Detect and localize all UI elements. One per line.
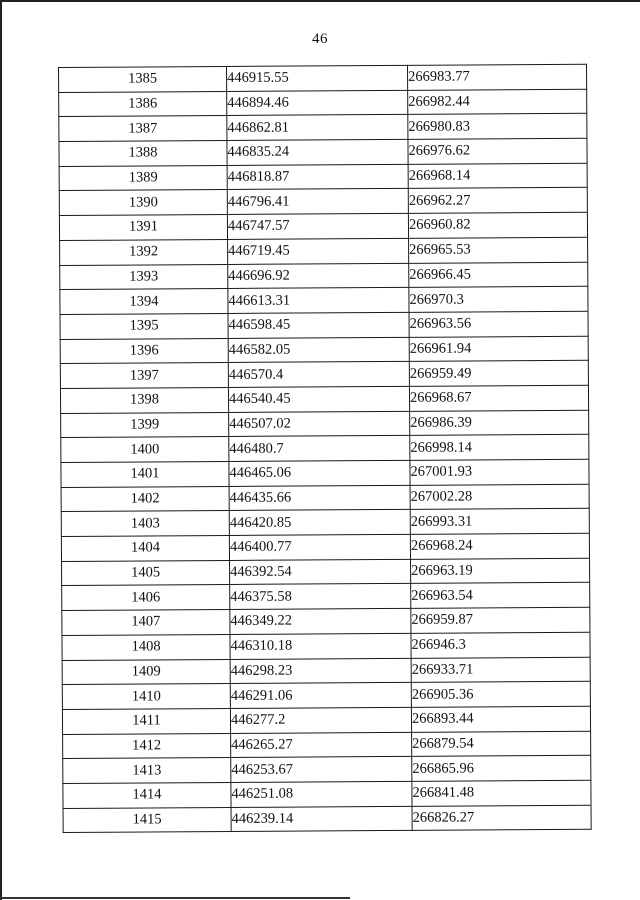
y-coordinate-cell: 266965.53 [409, 237, 588, 263]
x-coordinate-cell: 446613.31 [228, 288, 409, 314]
table-row [62, 583, 590, 611]
point-number-cell: 1404 [61, 536, 229, 562]
table-row [60, 336, 588, 364]
page-number: 46 [312, 31, 328, 47]
table-row [60, 286, 588, 314]
x-coordinate-cell: 446719.45 [228, 238, 409, 264]
point-number-cell: 1414 [63, 782, 231, 808]
x-coordinate-cell: 446310.18 [230, 633, 411, 659]
point-number-cell: 1408 [62, 634, 230, 660]
y-coordinate-cell: 266959.87 [411, 607, 590, 633]
y-coordinate-cell: 266963.19 [411, 558, 590, 584]
table-row [60, 385, 588, 413]
page-border-top [0, 0, 640, 2]
y-coordinate-cell: 266968.67 [409, 385, 588, 411]
point-number-cell: 1395 [60, 313, 228, 339]
table-row [60, 262, 588, 290]
table-row [59, 138, 587, 166]
y-coordinate-cell: 266986.39 [410, 410, 589, 436]
table-row [59, 212, 587, 240]
y-coordinate-cell: 266841.48 [412, 780, 591, 806]
y-coordinate-cell: 266959.49 [409, 361, 588, 387]
table-row [60, 361, 588, 389]
point-number-cell: 1415 [63, 807, 231, 833]
table-row [62, 706, 590, 734]
table-row [62, 632, 590, 660]
table-row [59, 89, 587, 117]
point-number-cell: 1410 [62, 684, 230, 710]
table-row [61, 509, 589, 537]
x-coordinate-cell: 446894.46 [227, 90, 408, 116]
x-coordinate-cell: 446570.4 [228, 362, 409, 388]
x-coordinate-cell: 446420.85 [229, 510, 410, 536]
point-number-cell: 1390 [59, 190, 227, 216]
x-coordinate-cell: 446251.08 [231, 781, 412, 807]
point-number-cell: 1413 [63, 758, 231, 784]
table-row [62, 681, 590, 709]
x-coordinate-cell: 446540.45 [228, 386, 409, 412]
point-number-cell: 1407 [62, 610, 230, 636]
table-row [63, 805, 591, 833]
y-coordinate-cell: 266865.96 [412, 756, 591, 782]
y-coordinate-cell: 266968.14 [408, 163, 587, 189]
y-coordinate-cell: 266998.14 [410, 435, 589, 461]
x-coordinate-cell: 446915.55 [226, 65, 407, 91]
x-coordinate-cell: 446349.22 [230, 608, 411, 634]
y-coordinate-cell: 266962.27 [408, 188, 587, 214]
y-coordinate-cell: 267001.93 [410, 459, 589, 485]
x-coordinate-cell: 446400.77 [229, 534, 410, 560]
point-number-cell: 1394 [60, 289, 228, 315]
point-number-cell: 1391 [59, 215, 227, 241]
x-coordinate-cell: 446747.57 [227, 213, 408, 239]
point-number-cell: 1388 [59, 141, 227, 167]
x-coordinate-cell: 446298.23 [230, 658, 411, 684]
table-row [61, 533, 589, 561]
x-coordinate-cell: 446818.87 [227, 164, 408, 190]
y-coordinate-cell: 266961.94 [409, 336, 588, 362]
table-row [59, 64, 587, 92]
y-coordinate-cell: 266976.62 [408, 138, 587, 164]
x-coordinate-cell: 446480.7 [229, 436, 410, 462]
point-number-cell: 1397 [60, 363, 228, 389]
y-coordinate-cell: 266960.82 [408, 212, 587, 238]
x-coordinate-cell: 446435.66 [229, 485, 410, 511]
table-row [59, 114, 587, 142]
y-coordinate-cell: 266946.3 [411, 632, 590, 658]
point-number-cell: 1400 [61, 437, 229, 463]
table-row [62, 657, 590, 685]
coordinates-table-body [59, 64, 592, 833]
y-coordinate-cell: 266933.71 [411, 657, 590, 683]
table-row [61, 484, 589, 512]
table-row [60, 311, 588, 339]
point-number-cell: 1399 [61, 412, 229, 438]
point-number-cell: 1393 [60, 264, 228, 290]
table-row [62, 558, 590, 586]
table-row [62, 607, 590, 635]
point-number-cell: 1396 [60, 338, 228, 364]
y-coordinate-cell: 266993.31 [410, 509, 589, 535]
y-coordinate-cell: 266963.56 [409, 311, 588, 337]
point-number-cell: 1398 [60, 387, 228, 413]
y-coordinate-cell: 266905.36 [411, 681, 590, 707]
x-coordinate-cell: 446862.81 [227, 115, 408, 141]
point-number-cell: 1385 [59, 66, 227, 92]
point-number-cell: 1387 [59, 116, 227, 142]
y-coordinate-cell: 266970.3 [409, 286, 588, 312]
point-number-cell: 1386 [59, 91, 227, 117]
table-row [61, 459, 589, 487]
x-coordinate-cell: 446239.14 [231, 806, 412, 832]
x-coordinate-cell: 446392.54 [230, 559, 411, 585]
x-coordinate-cell: 446507.02 [229, 411, 410, 437]
page-border-bottom [0, 897, 350, 899]
table-row [63, 780, 591, 808]
y-coordinate-cell: 266982.44 [408, 89, 587, 115]
y-coordinate-cell: 266893.44 [411, 706, 590, 732]
x-coordinate-cell: 446375.58 [230, 584, 411, 610]
x-coordinate-cell: 446465.06 [229, 460, 410, 486]
table-row [63, 756, 591, 784]
y-coordinate-cell: 266968.24 [410, 533, 589, 559]
point-number-cell: 1409 [62, 659, 230, 685]
point-number-cell: 1401 [61, 461, 229, 487]
table-row [59, 188, 587, 216]
x-coordinate-cell: 446291.06 [230, 683, 411, 709]
point-number-cell: 1411 [62, 708, 230, 734]
x-coordinate-cell: 446598.45 [228, 312, 409, 338]
point-number-cell: 1405 [62, 560, 230, 586]
x-coordinate-cell: 446277.2 [230, 707, 411, 733]
table-row [61, 435, 589, 463]
point-number-cell: 1412 [63, 733, 231, 759]
table-row [63, 731, 591, 759]
y-coordinate-cell: 266879.54 [412, 731, 591, 757]
y-coordinate-cell: 266826.27 [412, 805, 591, 831]
x-coordinate-cell: 446835.24 [227, 139, 408, 165]
y-coordinate-cell: 267002.28 [410, 484, 589, 510]
table-row [60, 237, 588, 265]
x-coordinate-cell: 446265.27 [231, 732, 412, 758]
coordinates-table [58, 64, 592, 834]
x-coordinate-cell: 446796.41 [227, 189, 408, 215]
y-coordinate-cell: 266983.77 [407, 64, 586, 90]
table-row [59, 163, 587, 191]
point-number-cell: 1402 [61, 486, 229, 512]
x-coordinate-cell: 446696.92 [228, 263, 409, 289]
y-coordinate-cell: 266980.83 [408, 114, 587, 140]
y-coordinate-cell: 266963.54 [411, 583, 590, 609]
y-coordinate-cell: 266966.45 [409, 262, 588, 288]
point-number-cell: 1389 [59, 165, 227, 191]
point-number-cell: 1406 [62, 585, 230, 611]
x-coordinate-cell: 446253.67 [231, 757, 412, 783]
table-row [61, 410, 589, 438]
x-coordinate-cell: 446582.05 [228, 337, 409, 363]
point-number-cell: 1392 [60, 239, 228, 265]
point-number-cell: 1403 [61, 511, 229, 537]
page-border-left [0, 0, 2, 900]
